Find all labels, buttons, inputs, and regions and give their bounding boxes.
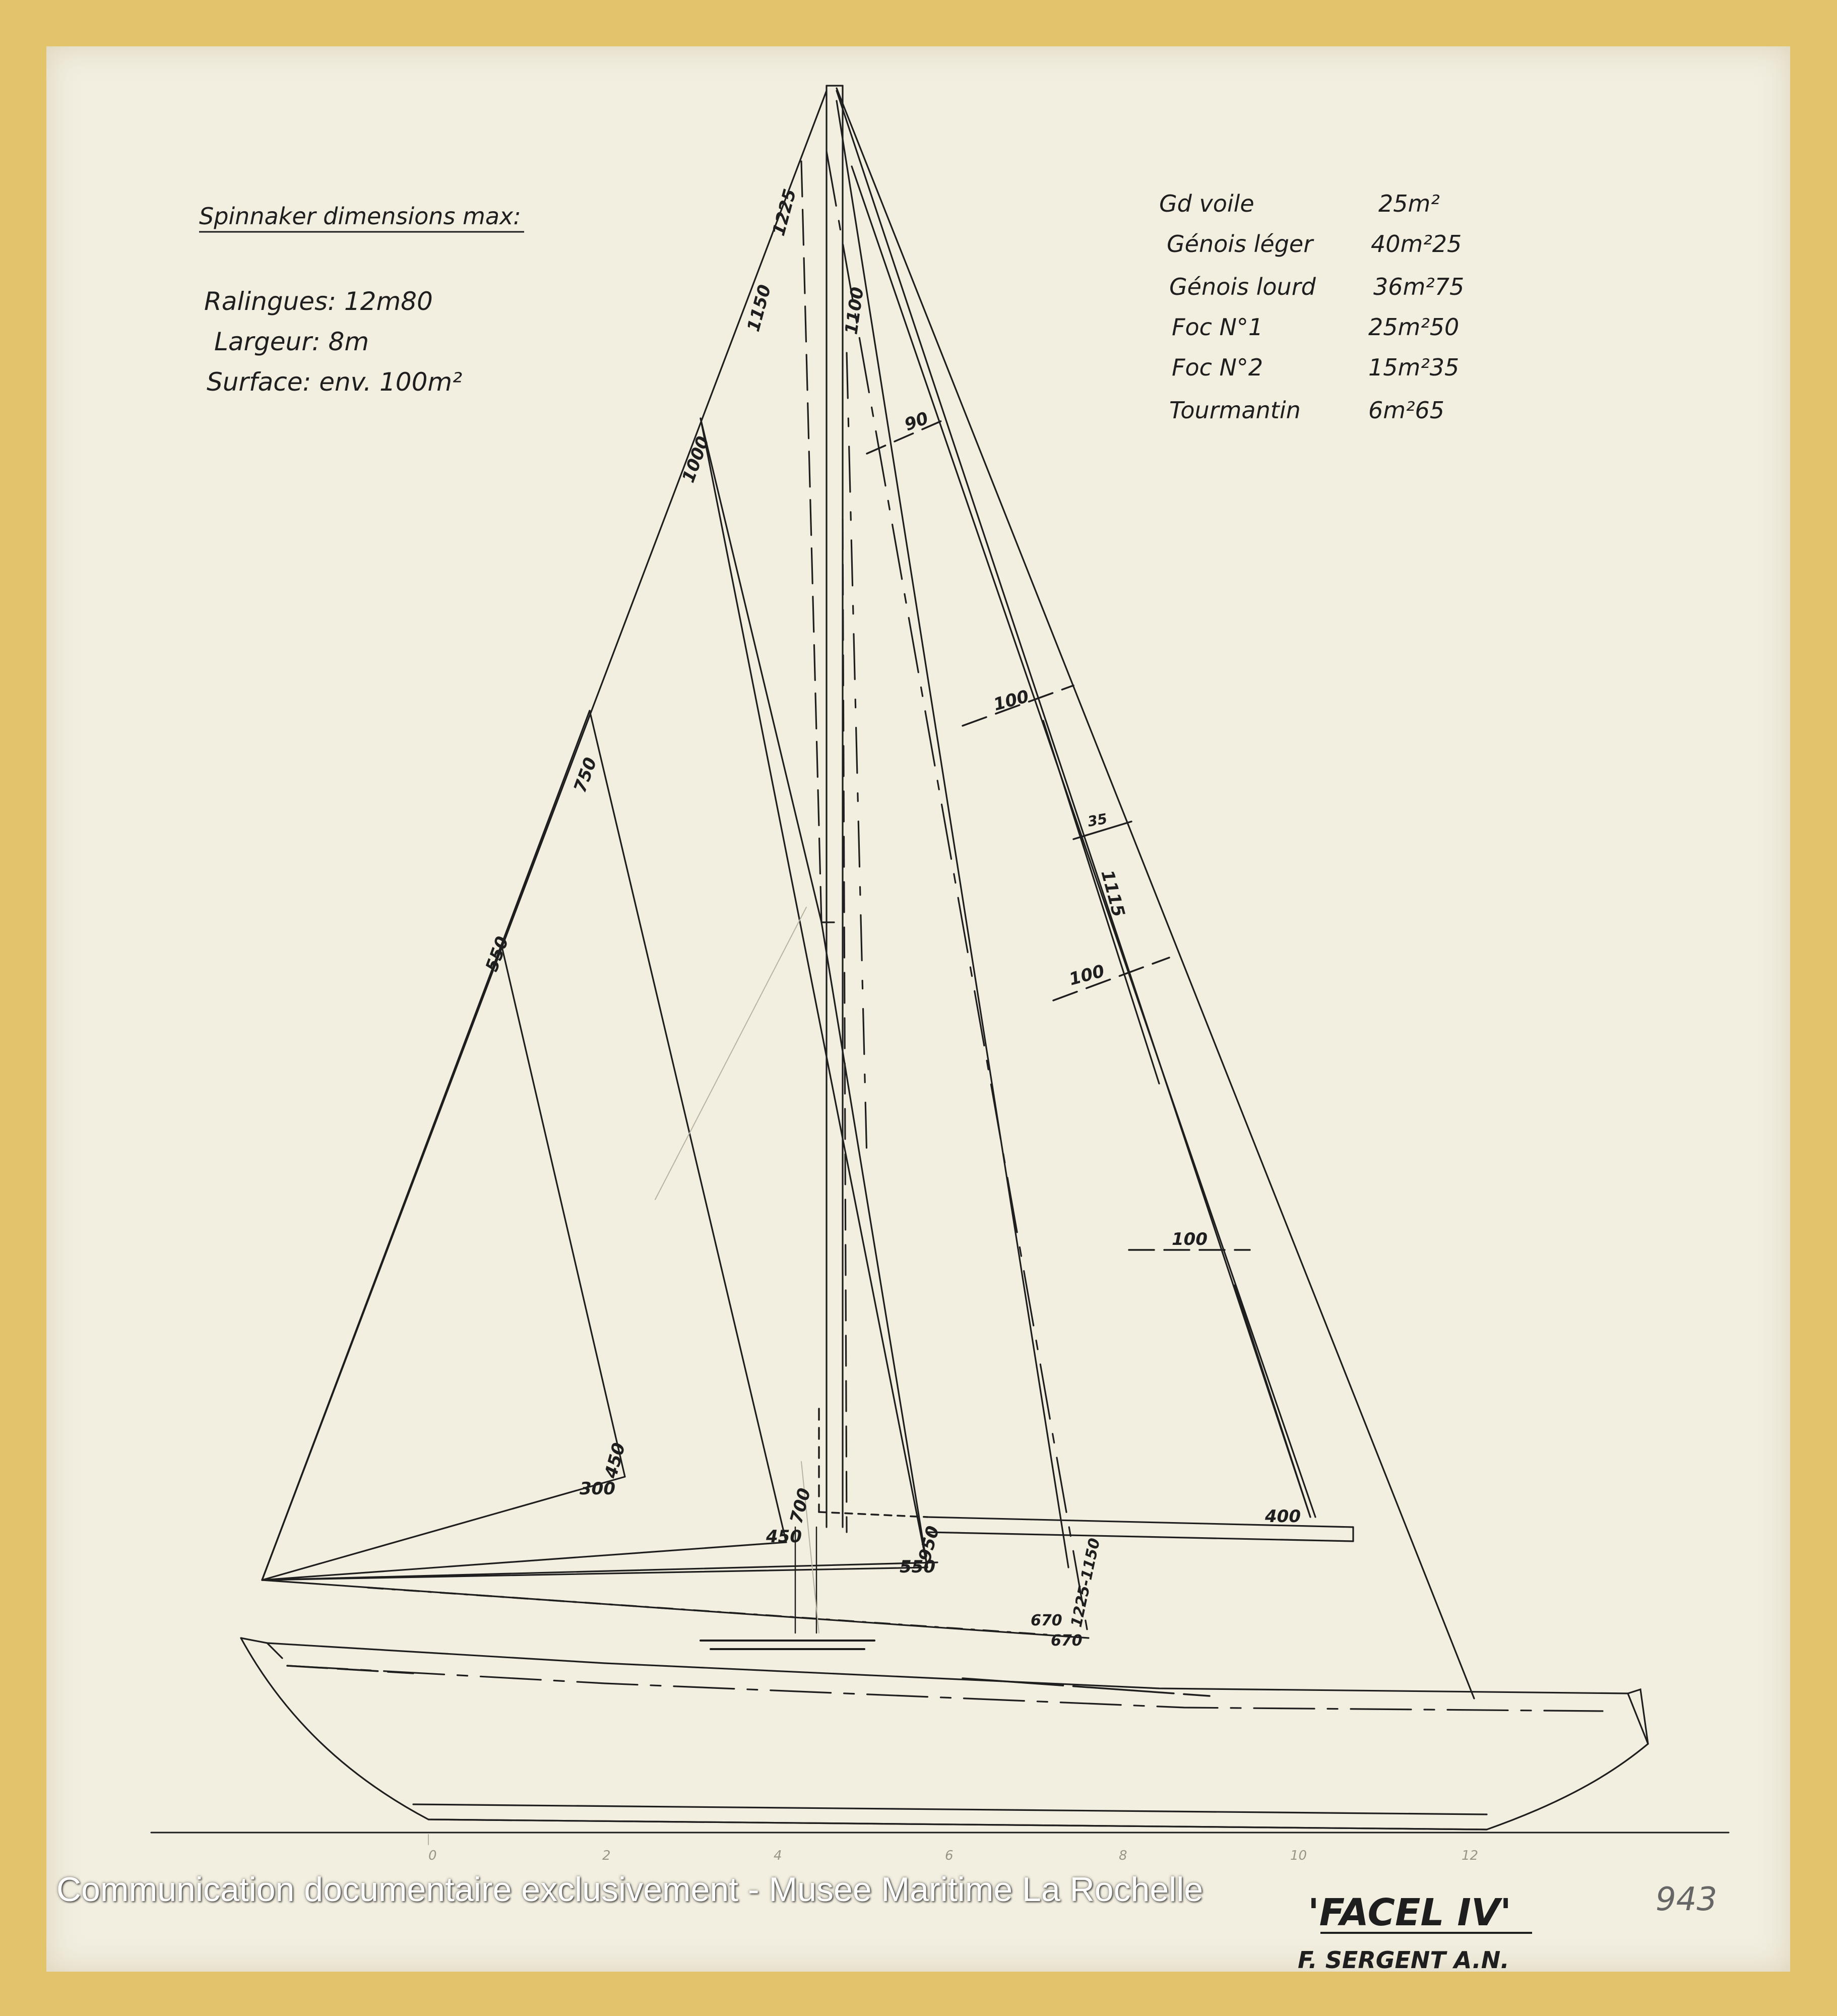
sail-area: 25m² [1378,190,1440,217]
mast [795,86,843,1633]
dim-label: 670 [1051,1632,1083,1650]
dim-label: 90 [902,408,931,435]
dim-label: 100 [1172,1229,1208,1249]
spinnaker-line: Surface: env. 100m² [207,367,463,397]
dim-label: 1150 [743,282,776,334]
spinnaker-note [199,203,524,397]
dim-label: 100 [1066,961,1107,990]
dim-label: 35 [1086,810,1109,830]
scale-tick: 8 [1119,1848,1127,1863]
dim-label: 700 [786,1486,815,1526]
dim-label: 1225-1150 [1067,1536,1104,1629]
sail-area: 36m²75 [1373,273,1465,300]
scale-tick: 2 [602,1848,611,1863]
dimension-lines [287,418,1250,1696]
dim-label: 300 [580,1479,615,1499]
dim-label: 1115 [1097,867,1129,919]
sheet-number: 943 [1656,1881,1718,1918]
sail-name: Génois lourd [1169,273,1316,300]
scale-tick: 0 [428,1848,437,1863]
title-block [1298,1881,1717,1974]
sail-name: Foc N°2 [1172,354,1263,381]
dim-label: 670 [1031,1612,1062,1629]
sail-area-table [1159,190,1464,424]
scale-tick: 6 [945,1848,954,1863]
sail-name: Génois léger [1167,230,1313,258]
sail-name: Gd voile [1159,190,1254,217]
scale-tick: 12 [1462,1848,1479,1863]
spinnaker-line: Ralingues: 12m80 [204,287,433,316]
pencil-guides [428,907,819,1845]
sail-area: 6m²65 [1368,397,1445,424]
dim-label: 1225 [769,186,801,238]
hull [241,1638,1648,1830]
mast-step [701,1641,874,1649]
sail-area: 25m²50 [1368,313,1460,341]
dim-label: 100 [991,686,1031,715]
dim-label: 400 [1265,1506,1301,1527]
sail-name: Foc N°1 [1172,313,1263,341]
footer-credit: Communication documentaire exclusivement - Musee Maritime La Rochelle [56,1870,1203,1909]
sail-area: 15m²35 [1368,354,1460,381]
jib-no2 [262,945,625,1580]
dim-label: 450 [766,1527,802,1547]
scale-ticks [428,1848,1478,1863]
scale-tick: 4 [774,1848,782,1863]
dim-label: 950 [915,1524,944,1564]
dim-label: 1000 [678,433,714,486]
sail-area: 40m²25 [1371,230,1462,258]
spinnaker-line: Largeur: 8m [214,327,369,356]
dim-label: 450 [601,1440,630,1481]
jib-no1 [262,711,786,1580]
dim-label: 550 [481,933,513,975]
headsail-large [262,91,1089,1638]
dim-label: 1100 [841,285,868,336]
boat-name: 'FACEL IV' [1308,1891,1511,1934]
spinnaker-title: Spinnaker dimensions max: [199,203,521,230]
designer-name: F. SERGENT A.N. [1298,1946,1509,1974]
scale-tick: 10 [1290,1848,1307,1863]
inner-forestay [837,91,1310,1517]
dim-label: 550 [900,1557,935,1577]
dim-label: 750 [569,754,601,796]
sail-name: Tourmantin [1169,397,1301,424]
